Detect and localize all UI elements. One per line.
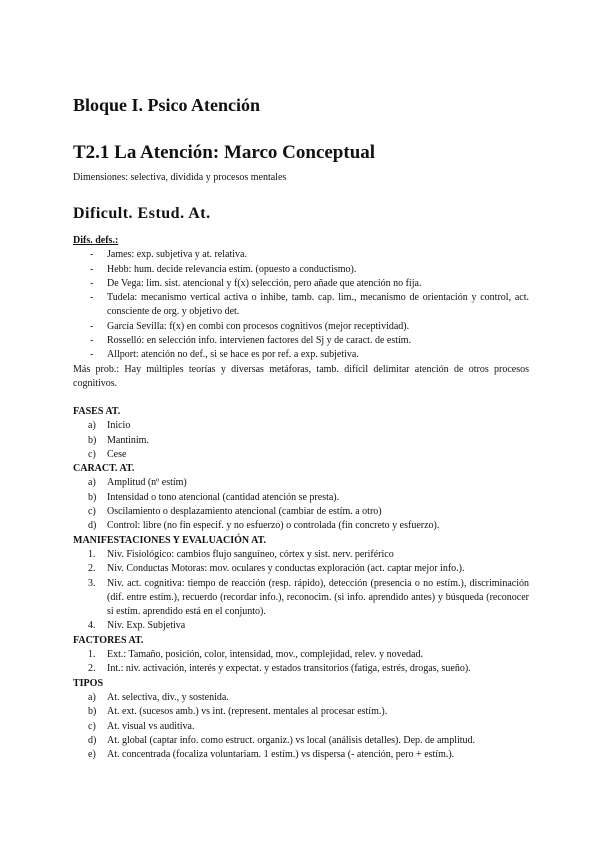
definitions-list bbox=[73, 248, 529, 362]
list-item bbox=[73, 648, 529, 662]
list-text: Inicio bbox=[107, 420, 131, 432]
block-heading: Bloque I. Psico Atención bbox=[73, 95, 261, 115]
list-item bbox=[73, 720, 529, 734]
list-marker: d) bbox=[88, 520, 97, 532]
list-item bbox=[73, 748, 529, 762]
list-text: At. visual vs auditiva. bbox=[107, 720, 195, 732]
list-item bbox=[73, 619, 529, 633]
list-text: At. selectiva, div., y sostenida. bbox=[107, 691, 229, 703]
list-text: Niv. Exp. Subjetiva bbox=[107, 620, 186, 632]
list-text: Oscilamiento o desplazamiento atencional (cambiar de estím. a otro) bbox=[107, 506, 382, 518]
list-item bbox=[73, 548, 529, 562]
list-item bbox=[73, 662, 529, 676]
list-marker: c) bbox=[88, 506, 96, 518]
list-item bbox=[73, 562, 529, 576]
list-text: Ext.: Tamaño, posición, color, intensidad, mov., complejidad, relev. y novedad. bbox=[107, 649, 423, 661]
fases-section bbox=[73, 405, 529, 762]
list-marker: b) bbox=[88, 491, 97, 503]
tipos-list bbox=[73, 691, 529, 762]
list-text: Niv. act. cognitiva: tiempo de reacción (resp. rápido), detección (presencia o no estím.), discriminación (dif. entre estím.), recuerdo (recordar info.), reconocim. (si info. aprendido antes) y búsqueda (reconocer si estím. aprendido está en el conjunto). bbox=[107, 577, 529, 618]
fases-title: FASES AT. bbox=[73, 406, 121, 417]
list-text: Amplitud (nº estím) bbox=[107, 477, 187, 489]
topic-heading: T2.1 La Atención: Marco Conceptual bbox=[73, 142, 376, 163]
list-marker: a) bbox=[88, 477, 96, 489]
list-item bbox=[73, 519, 529, 533]
problem-note: Más prob.: Hay múltiples teorías y diversas metáforas, tamb. difícil delimitar atención de otros procesos cognitivos. bbox=[73, 363, 529, 389]
definitions-title: Difs. defs.: bbox=[73, 235, 119, 246]
list-item bbox=[73, 691, 529, 705]
list-item bbox=[73, 505, 529, 519]
definition-item: - De Vega: lim. sist. atencional y f(x) selección, pero añade que atención no fija. bbox=[73, 277, 529, 291]
list-text: Mantinim. bbox=[107, 434, 149, 446]
list-marker: c) bbox=[88, 448, 96, 460]
list-text: Intensidad o tono atencional (cantidad atención se presta). bbox=[107, 491, 340, 503]
dimensions-line: Dimensiones: selectiva, dividida y procesos mentales bbox=[73, 172, 287, 183]
list-marker: b) bbox=[88, 434, 97, 446]
list-item bbox=[73, 476, 529, 490]
list-text: Niv. Fisiológico: cambios flujo sanguíneo, córtex y sist. nerv. periférico bbox=[107, 548, 394, 560]
definitions-section bbox=[73, 234, 529, 391]
list-marker: a) bbox=[88, 420, 96, 432]
list-text: Niv. Conductas Motoras: mov. oculares y conductas exploración (act. captar mejor info.). bbox=[107, 563, 465, 575]
factores-list bbox=[73, 648, 529, 677]
list-marker: e) bbox=[88, 749, 96, 761]
list-marker: c) bbox=[88, 720, 96, 732]
caract-list bbox=[73, 476, 529, 533]
list-item bbox=[73, 448, 529, 462]
list-marker: a) bbox=[88, 691, 96, 703]
definition-item: - Allport: atención no def., si se hace es por ref. a exp. subjetiva. bbox=[73, 348, 529, 362]
list-item bbox=[73, 577, 529, 620]
list-marker: 1. bbox=[88, 548, 96, 560]
list-marker: 4. bbox=[88, 620, 96, 632]
factores-title: FACTORES AT. bbox=[73, 634, 144, 646]
list-marker: d) bbox=[88, 734, 97, 746]
fases-list bbox=[73, 419, 529, 462]
list-marker: 2. bbox=[88, 663, 96, 675]
list-text: At. concentrada (focaliza voluntariam. 1 estím.) vs dispersa (- atención, pero + estím.). bbox=[107, 749, 455, 761]
list-item bbox=[73, 705, 529, 719]
tipos-title: TIPOS bbox=[73, 677, 104, 689]
list-marker: 2. bbox=[88, 563, 96, 575]
list-item bbox=[73, 734, 529, 748]
list-item bbox=[73, 419, 529, 433]
list-marker: b) bbox=[88, 706, 97, 718]
definition-item: - Hebb: hum. decide relevancia estím. (opuesto a conductismo). bbox=[73, 263, 529, 277]
manif-list bbox=[73, 548, 529, 634]
definition-item: - James: exp. subjetiva y at. relativa. bbox=[73, 248, 529, 262]
list-marker: 1. bbox=[88, 649, 96, 661]
definition-item: - García Sevilla: f(x) en combi con procesos cognitivos (mejor receptividad). bbox=[73, 320, 529, 334]
list-text: Int.: niv. activación, interés y expectat. y estados transitorios (fatiga, estrés, drogas, sueño). bbox=[107, 663, 471, 675]
list-text: Control: libre (no fin especif. y no esfuerzo) o controlada (fin concreto y esfuerzo). bbox=[107, 520, 440, 532]
difficulties-heading: Dificult. Estud. At. bbox=[73, 205, 211, 222]
list-text: Cese bbox=[107, 448, 127, 460]
caract-title: CARACT. AT. bbox=[73, 463, 135, 475]
list-text: At. global (captar info. como estruct. organiz.) vs local (análisis detalles). Dep. de amplitud. bbox=[107, 734, 476, 746]
list-item bbox=[73, 434, 529, 448]
list-marker: 3. bbox=[88, 577, 96, 589]
list-item bbox=[73, 491, 529, 505]
definition-item: - Tudela: mecanismo vertical activa o inhibe, tamb. cap. lim., mecanismo de orientación y control, act. consciente de org. y objetivo det. bbox=[73, 291, 529, 320]
list-text: At. ext. (sucesos amb.) vs int. (represent. mentales al procesar estím.). bbox=[107, 706, 388, 718]
manif-title: MANIFESTACIONES Y EVALUACIÓN AT. bbox=[73, 534, 266, 546]
definition-item: - Rosselló: en selección info. intervienen factores del Sj y de caract. de estím. bbox=[73, 334, 529, 348]
